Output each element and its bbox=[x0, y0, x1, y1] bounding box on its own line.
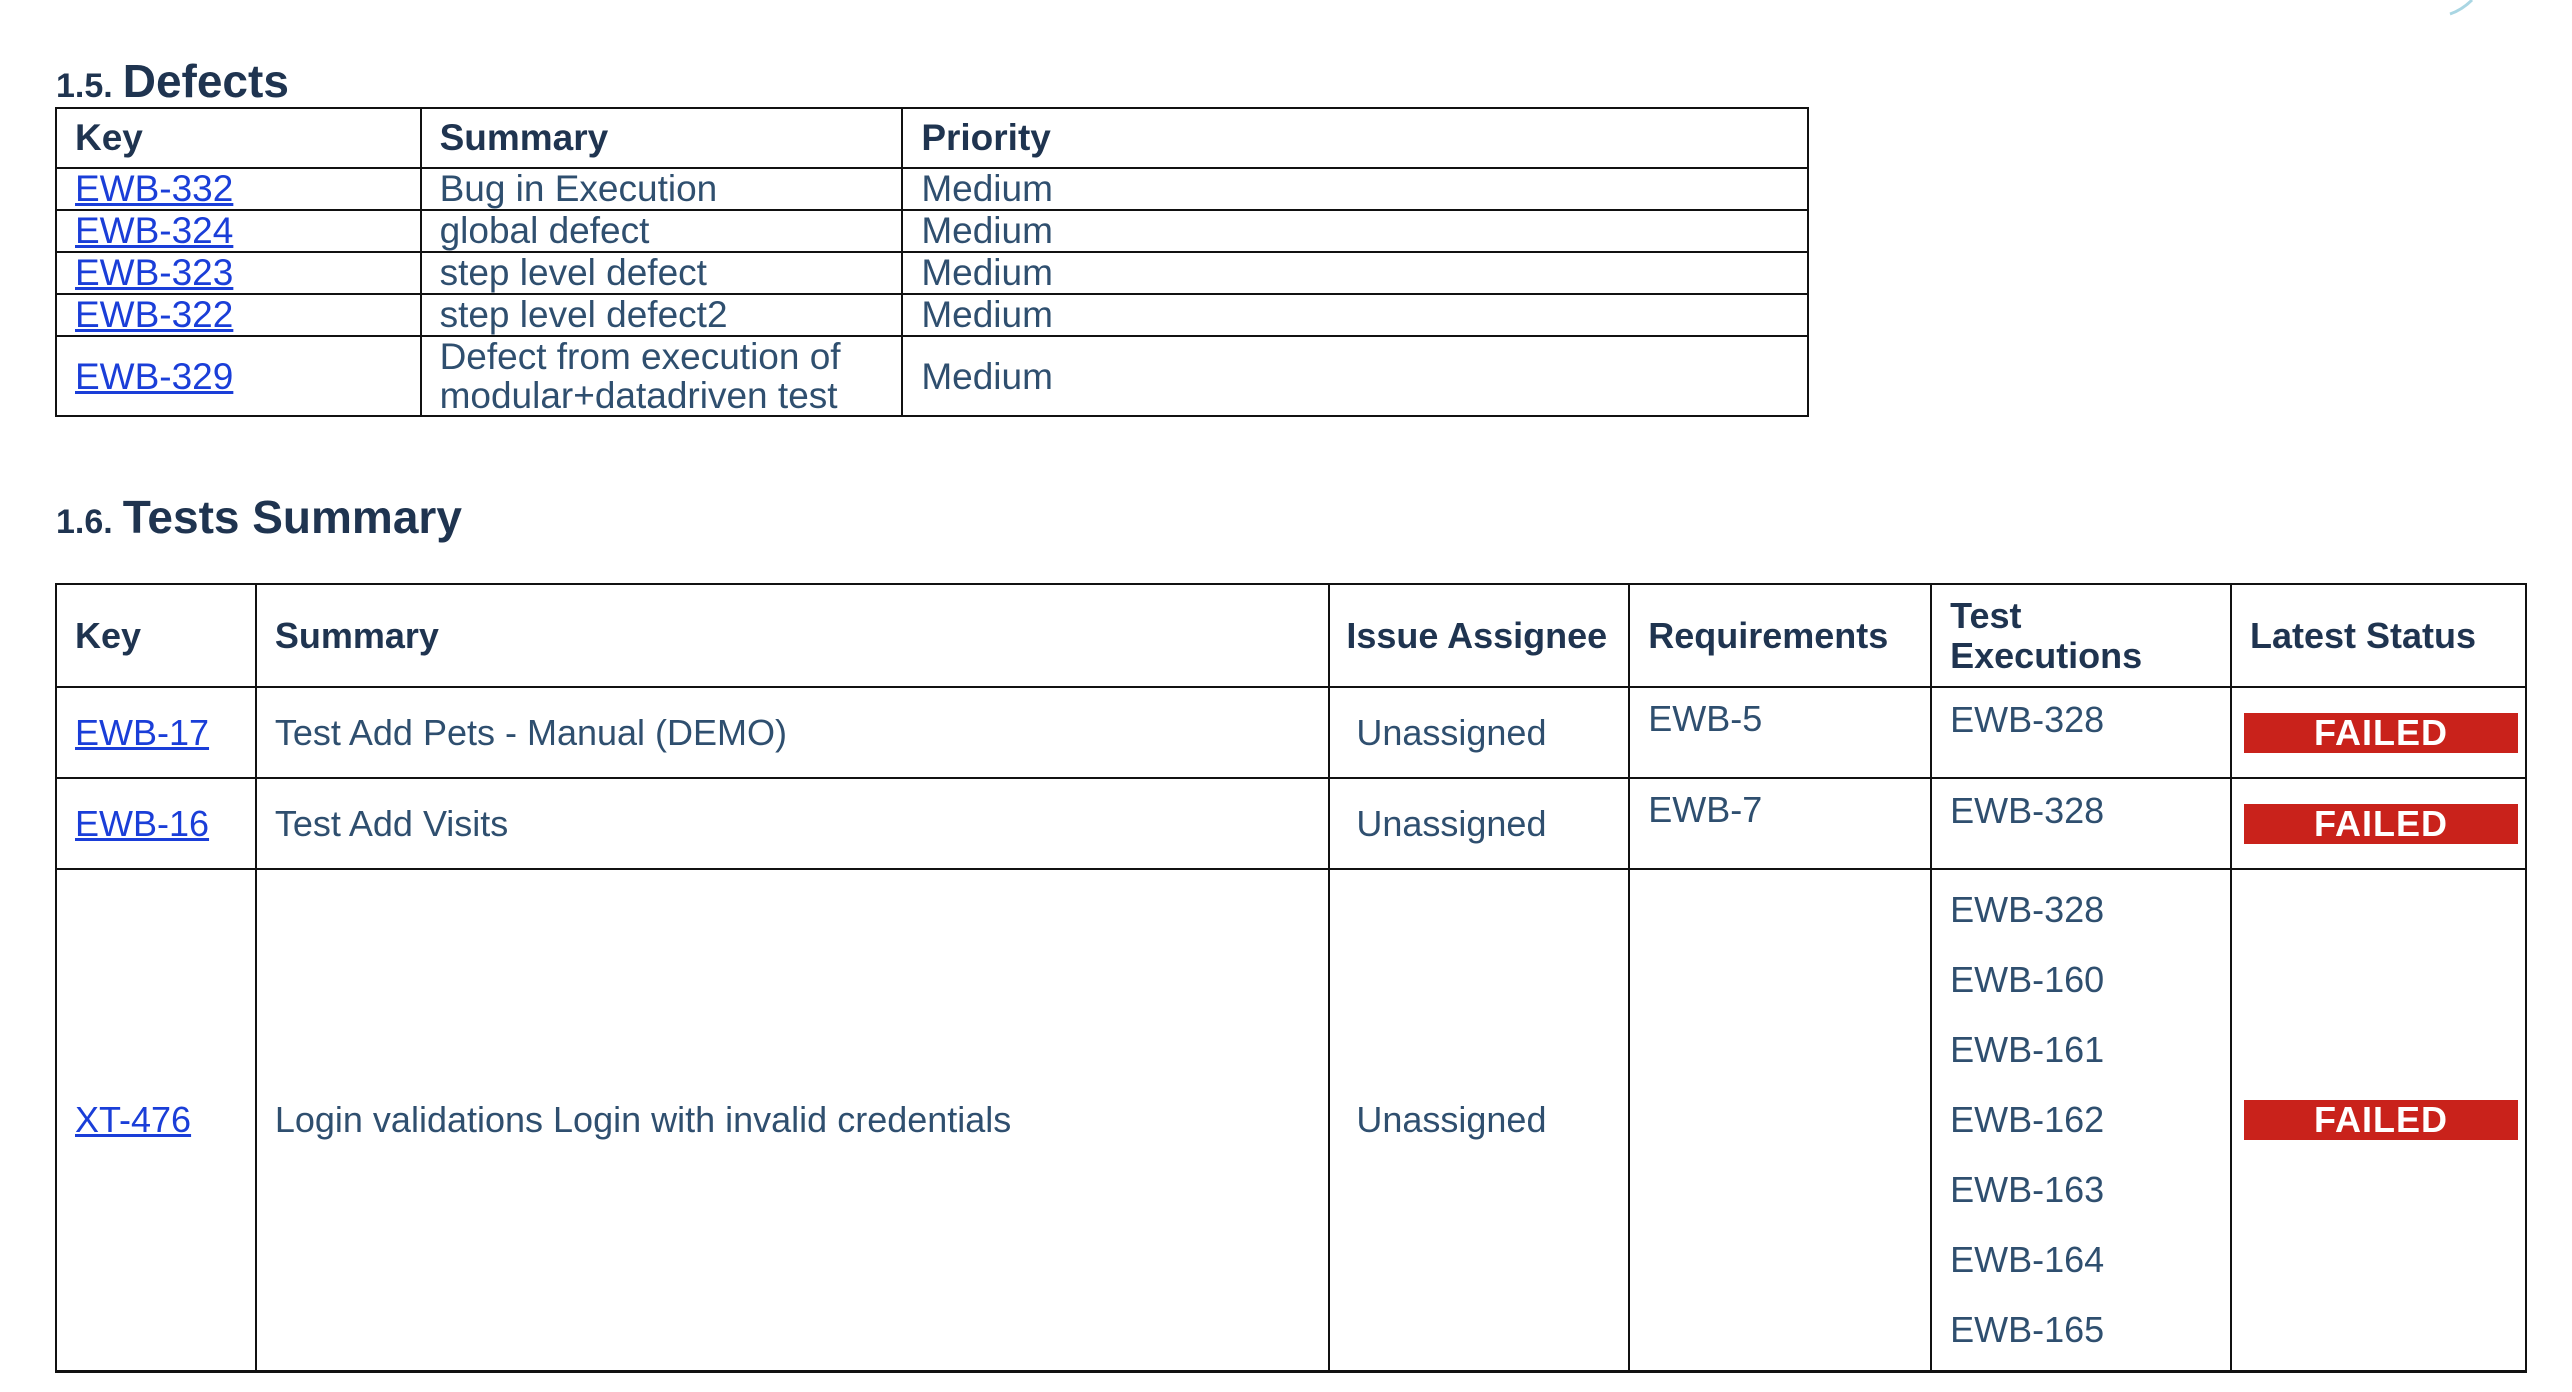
key-cell bbox=[56, 294, 421, 336]
issue-key-link[interactable]: XT-476 bbox=[75, 1099, 192, 1140]
summary-cell: Bug in Execution bbox=[421, 168, 903, 210]
table-row bbox=[56, 294, 1808, 336]
failed-status-badge: FAILED bbox=[2244, 1100, 2518, 1140]
key-cell bbox=[56, 168, 421, 210]
assignee-cell: Unassigned bbox=[1329, 687, 1629, 778]
column-header-key: Key bbox=[56, 584, 256, 687]
execution-key: EWB-328 bbox=[1950, 790, 2105, 831]
table-row bbox=[56, 336, 1808, 416]
execution-key: EWB-164 bbox=[1950, 1239, 2105, 1280]
table-header-row bbox=[56, 108, 1808, 168]
assignee-cell: Unassigned bbox=[1329, 778, 1629, 869]
issue-key-link[interactable]: EWB-17 bbox=[75, 711, 210, 753]
column-header-summary: Summary bbox=[256, 584, 1330, 687]
execution-key: EWB-161 bbox=[1950, 1029, 2105, 1070]
column-header-latest-status: Latest Status bbox=[2231, 584, 2526, 687]
issue-key-link[interactable]: EWB-324 bbox=[75, 210, 234, 251]
key-cell bbox=[56, 252, 421, 294]
header-line: Executions bbox=[1950, 634, 2143, 676]
section-number: 1.6. bbox=[56, 503, 113, 541]
execution-key: EWB-162 bbox=[1950, 1099, 2105, 1140]
section-number: 1.5. bbox=[56, 67, 113, 105]
issue-key-link[interactable]: EWB-329 bbox=[75, 355, 234, 397]
key-cell bbox=[56, 687, 256, 778]
summary-cell: Test Add Pets - Manual (DEMO) bbox=[256, 687, 1330, 778]
summary-cell: global defect bbox=[421, 210, 903, 252]
summary-cell: Login validations Login with invalid credentials bbox=[256, 869, 1330, 1372]
table-header-row bbox=[56, 584, 2526, 687]
column-header-priority: Priority bbox=[902, 108, 1808, 168]
priority-cell: Medium bbox=[902, 252, 1808, 294]
table-row bbox=[56, 778, 2526, 869]
executions-cell bbox=[1931, 687, 2231, 778]
status-cell bbox=[2231, 687, 2526, 778]
table-row bbox=[56, 210, 1808, 252]
assignee-cell: Unassigned bbox=[1329, 869, 1629, 1372]
issue-key-link[interactable]: EWB-322 bbox=[75, 294, 234, 335]
requirements-cell: EWB-7 bbox=[1629, 778, 1931, 869]
corner-decoration-icon bbox=[2448, 0, 2474, 16]
section-title: Defects bbox=[122, 55, 289, 107]
column-header-summary: Summary bbox=[421, 108, 903, 168]
summary-cell bbox=[421, 336, 903, 416]
status-cell bbox=[2231, 869, 2526, 1372]
priority-cell: Medium bbox=[902, 294, 1808, 336]
issue-key-link[interactable]: EWB-323 bbox=[75, 252, 234, 293]
failed-status-badge: FAILED bbox=[2244, 713, 2518, 753]
table-row bbox=[56, 168, 1808, 210]
failed-status-badge: FAILED bbox=[2244, 804, 2518, 844]
key-cell bbox=[56, 336, 421, 416]
summary-line: Defect from execution of bbox=[439, 336, 841, 377]
status-cell bbox=[2231, 778, 2526, 869]
executions-cell bbox=[1931, 778, 2231, 869]
execution-key: EWB-328 bbox=[1950, 889, 2105, 930]
execution-key: EWB-160 bbox=[1950, 959, 2105, 1000]
execution-list bbox=[1950, 888, 2230, 1352]
summary-cell: step level defect bbox=[421, 252, 903, 294]
executions-cell bbox=[1931, 869, 2231, 1372]
key-cell bbox=[56, 210, 421, 252]
table-row bbox=[56, 687, 2526, 778]
issue-key-link[interactable]: EWB-16 bbox=[75, 802, 210, 844]
table-row bbox=[56, 869, 2526, 1372]
defects-table bbox=[55, 107, 1809, 417]
column-header-test-executions bbox=[1931, 584, 2231, 687]
key-cell bbox=[56, 869, 256, 1372]
summary-cell: Test Add Visits bbox=[256, 778, 1330, 869]
summary-cell: step level defect2 bbox=[421, 294, 903, 336]
priority-cell: Medium bbox=[902, 336, 1808, 416]
column-header-requirements: Requirements bbox=[1629, 584, 1931, 687]
priority-cell: Medium bbox=[902, 168, 1808, 210]
summary-line: modular+datadriven test bbox=[439, 375, 838, 416]
tests-summary-table bbox=[55, 583, 2527, 1373]
column-header-key: Key bbox=[56, 108, 421, 168]
tests-summary-heading bbox=[56, 491, 462, 543]
table-row bbox=[56, 252, 1808, 294]
section-title: Tests Summary bbox=[122, 491, 462, 543]
defects-heading bbox=[56, 55, 289, 107]
issue-key-link[interactable]: EWB-332 bbox=[75, 168, 234, 209]
column-header-issue-assignee: Issue Assignee bbox=[1329, 584, 1629, 687]
execution-key: EWB-165 bbox=[1950, 1309, 2105, 1350]
header-line: Test bbox=[1950, 594, 2022, 636]
key-cell bbox=[56, 778, 256, 869]
priority-cell: Medium bbox=[902, 210, 1808, 252]
execution-key: EWB-163 bbox=[1950, 1169, 2105, 1210]
requirements-cell bbox=[1629, 869, 1931, 1372]
requirements-cell: EWB-5 bbox=[1629, 687, 1931, 778]
execution-key: EWB-328 bbox=[1950, 699, 2105, 740]
